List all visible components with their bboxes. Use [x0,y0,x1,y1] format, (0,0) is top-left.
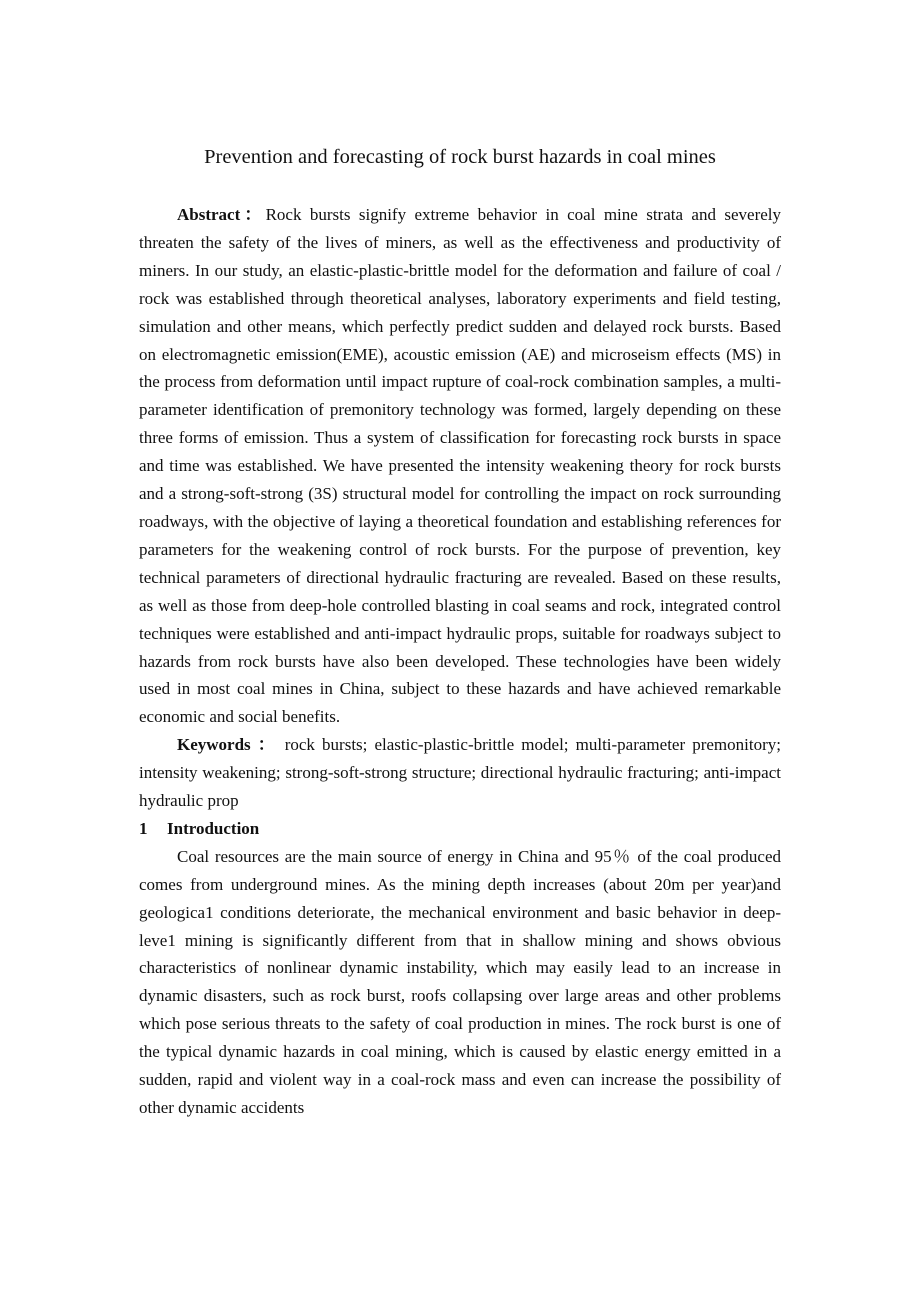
section-heading [139,815,781,843]
document-title: Prevention and forecasting of rock burst hazards in coal mines [204,146,716,168]
section-number: 1 [139,818,148,838]
keywords-paragraph [139,731,781,815]
abstract-text: Rock bursts signify extreme behavior in coal mine strata and severely threaten the safety of the lives of miners, as well as the effectiveness and productivity of miners. In our study, an elastic-plastic-brittle model for the deformation and failure of coal / rock was established through theoretical analyses, laboratory experiments and field testing, simulation and other means, which perfectly predict sudden and delayed rock bursts. Based on electromagnetic emission(EME), acoustic emission (AE) and microseism effects (MS) in the process from deformation until impact rupture of coal-rock combination samples, a multi-parameter identification of premonitory technology was formed, largely depending on these three forms of emission. Thus a system of classification for forecasting rock bursts in space and time was established. We have presented the intensity weakening theory for rock bursts and a strong-soft-strong (3S) structural model for controlling the impact on rock surrounding roadways, with the objective of laying a theoretical foundation and establishing references for parameters for the weakening control of rock bursts. For the purpose of prevention, key technical parameters of directional hydraulic fracturing are revealed. Based on these results, as well as those from deep-hole controlled blasting in coal seams and rock, integrated control techniques were established and anti-impact hydraulic props, suitable for roadways subject to hazards from rock bursts have also been developed. These technologies have been widely used in most coal mines in China, subject to these hazards and have achieved remarkable economic and social benefits. [139,205,782,727]
document-body [139,201,781,1122]
keywords-text: rock bursts; elastic-plastic-brittle model; multi-parameter premonitory; intensity weakening; strong-soft-strong structure; directional hydraulic fracturing; anti-impact hydraulic prop [139,735,781,811]
section-title: Introduction [167,818,260,838]
abstract-label: Abstract： [177,205,266,224]
abstract-paragraph [139,201,781,731]
introduction-paragraph: Coal resources are the main source of energy in China and 95％ of the coal produced comes from underground mines. As the mining depth increases (about 20m per year)and geologica1 conditions deteriorate, the mechanical environment and basic behavior in deep-leve1 mining is significantly different from that in shallow mining and shows obvious characteristics of nonlinear dynamic instability, which may easily lead to an increase in dynamic disasters, such as rock burst, roofs collapsing over large areas and other problems which pose serious threats to the safety of coal production in mines. The rock burst is one of the typical dynamic hazards in coal mining, which is caused by elastic energy emitted in a sudden, rapid and violent way in a coal-rock mass and even can increase the possibility of other dynamic accidents [139,846,781,1117]
keywords-label: Keywords ： [177,735,278,755]
